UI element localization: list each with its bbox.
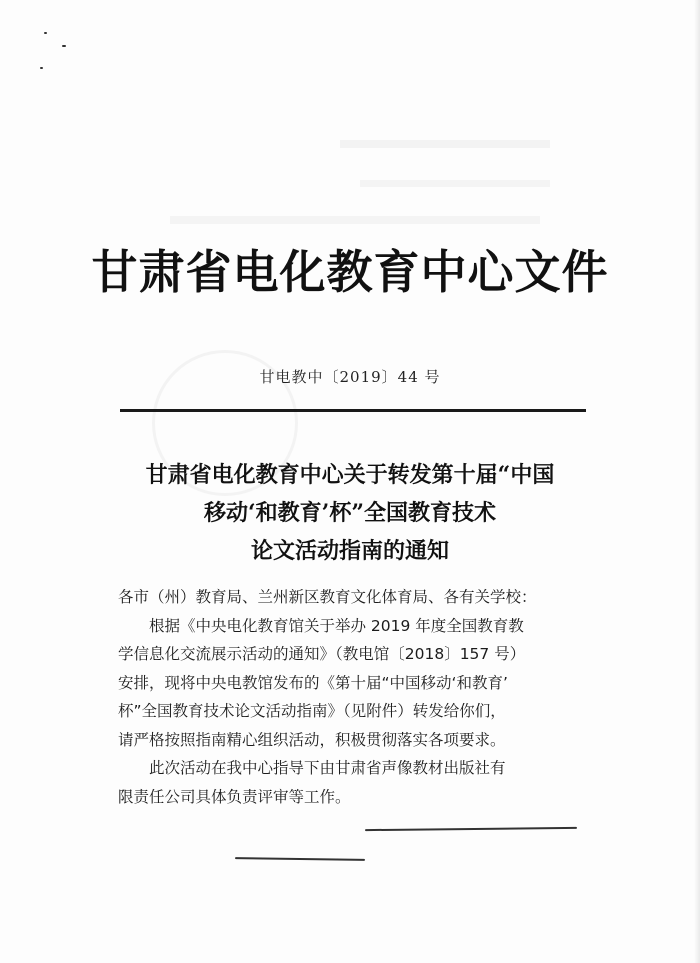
pen-underline (235, 857, 365, 861)
paragraph-line: 安排，现将中央电教馆发布的《第十届“中国移动‘和教育’ (118, 673, 508, 692)
paragraph-line: 此次活动在我中心指导下由甘肃省声像教材出版社有 (149, 759, 506, 777)
bleed-through-mark (170, 216, 540, 224)
document-header-title: 甘肃省电化教育中心文件 (91, 245, 609, 299)
salutation: 各市（州）教育局、兰州新区教育文化体育局、各有关学校： (118, 588, 537, 606)
notice-title (0, 456, 700, 570)
notice-title-line: 甘肃省电化教育中心关于转发第十届“中国 (145, 462, 555, 488)
document-number: 甘电教中〔2019〕44 号 (259, 368, 441, 386)
scan-speck (62, 45, 66, 47)
paragraph-line: 根据《中央电化教育馆关于举办 2019 年度全国教育教 (149, 616, 524, 635)
header-divider (120, 409, 586, 412)
paragraph-line: 请严格按照指南精心组织活动，积极贯彻落实各项要求。 (118, 730, 506, 749)
notice-title-line: 论文活动指南的通知 (250, 538, 449, 564)
bleed-through-mark (360, 180, 550, 187)
notice-body (118, 583, 588, 811)
bleed-through-mark (340, 140, 550, 148)
scan-speck (44, 32, 47, 34)
paragraph-line: 学信息化交流展示活动的通知》（教电馆〔2018〕157 号） (118, 645, 526, 663)
pen-underline (365, 827, 577, 831)
paragraph-line: 限责任公司具体负责评审等工作。 (118, 787, 351, 806)
notice-title-line: 移动‘和教育’杯”全国教育技术 (204, 500, 496, 526)
paragraph-line: 杯”全国教育技术论文活动指南》（见附件）转发给你们， (118, 702, 506, 720)
scan-speck (40, 67, 43, 69)
